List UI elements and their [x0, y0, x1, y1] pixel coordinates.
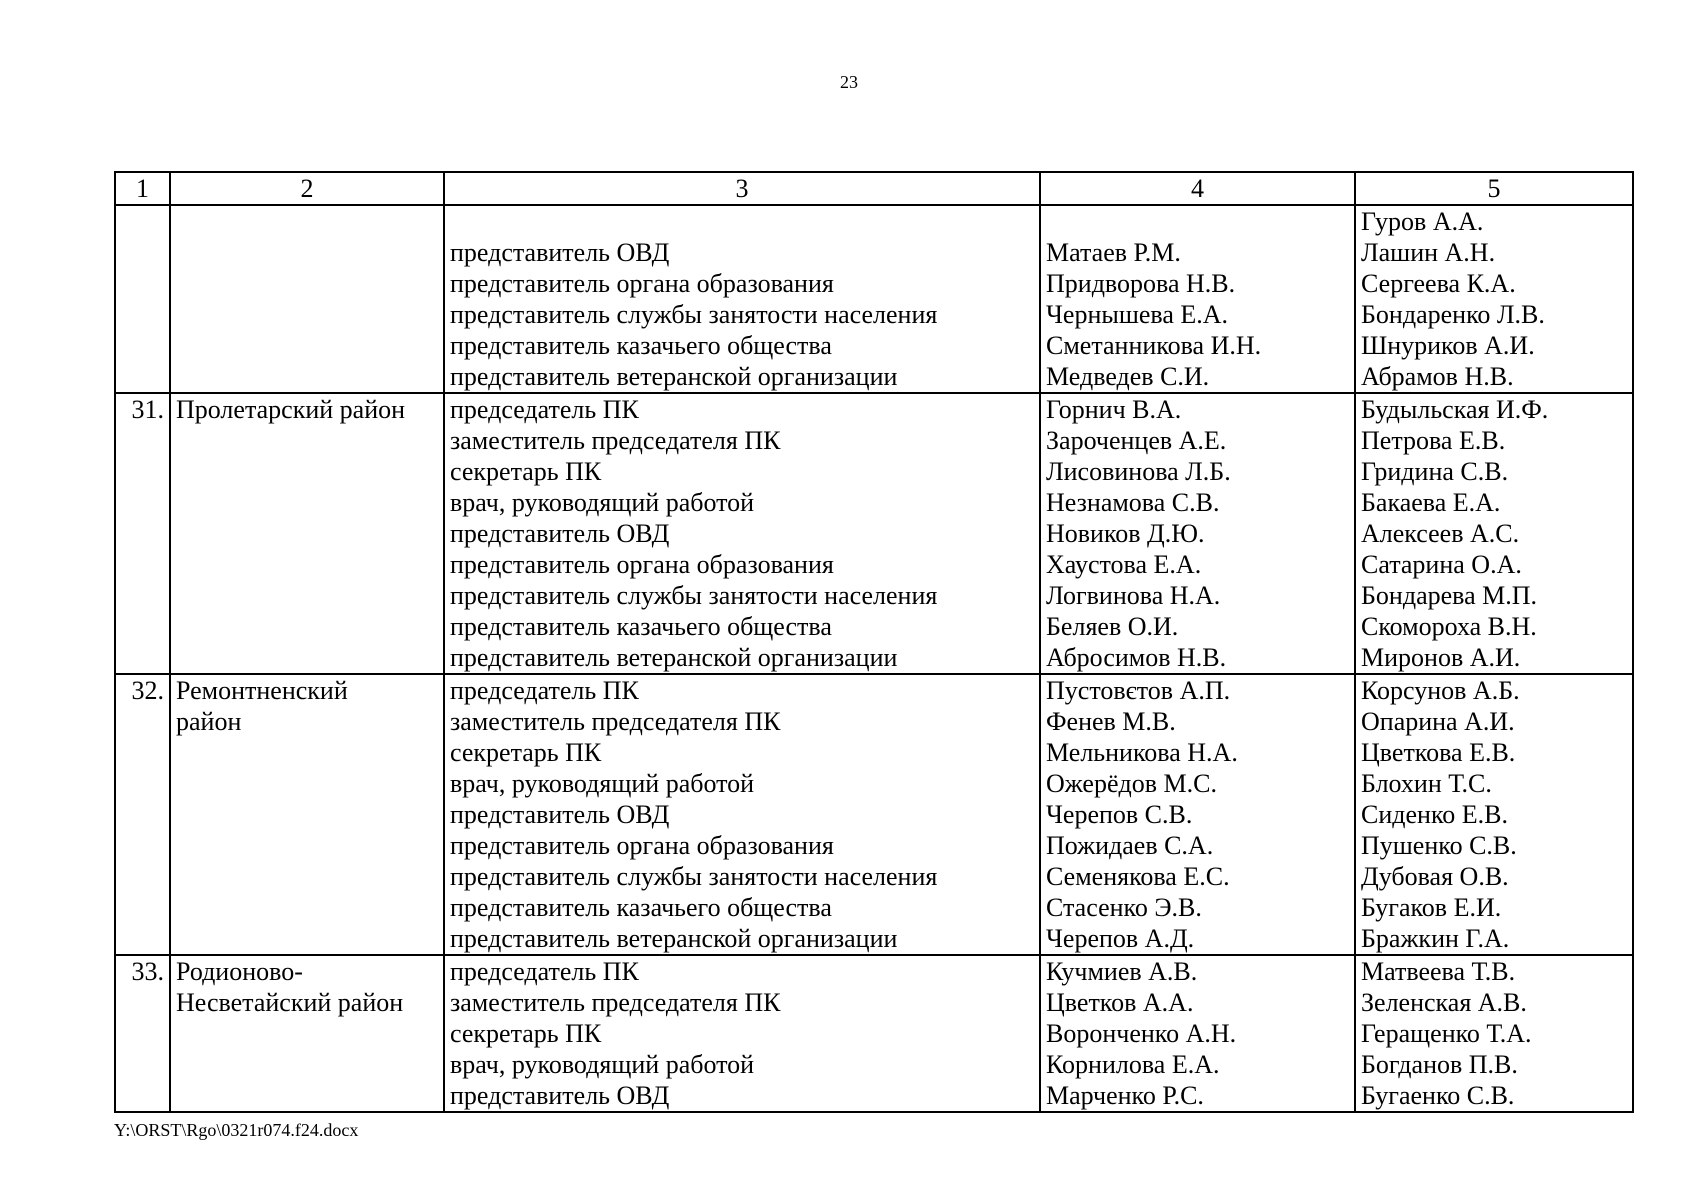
reserve-name: Сергеева К.А.: [1361, 269, 1516, 298]
table-header-row: [115, 172, 1633, 205]
district-name: Ремонтненский район: [170, 674, 444, 955]
position-line: представитель ветеранской организации: [450, 924, 898, 953]
member-name: Корнилова Е.А.: [1046, 1050, 1220, 1079]
position-line: председатель ПК: [450, 676, 639, 705]
reserve-name: Цветкова Е.В.: [1361, 738, 1516, 767]
position-line: представитель ОВД: [450, 800, 670, 829]
member-name: Цветков А.А.: [1046, 988, 1194, 1017]
row-number: [115, 205, 170, 393]
table-row: [115, 674, 1633, 955]
positions-cell: [444, 674, 1040, 955]
members-cell: [1040, 674, 1355, 955]
position-line: представитель ОВД: [450, 1081, 670, 1110]
district-name: Пролетарский район: [170, 393, 444, 674]
member-name: Сметанникова И.Н.: [1046, 331, 1262, 360]
commission-table: [114, 171, 1634, 1113]
column-header: 4: [1040, 172, 1355, 205]
member-name: Медведев С.И.: [1046, 362, 1210, 391]
file-path-footer: Y:\ORST\Rgo\0321r074.f24.docx: [114, 1120, 359, 1140]
member-name: Новиков Д.Ю.: [1046, 519, 1205, 548]
table-row: [115, 205, 1633, 393]
member-name: Беляев О.И.: [1046, 612, 1179, 641]
position-line: заместитель председателя ПК: [450, 426, 781, 455]
position-line: врач, руководящий работой: [450, 1050, 755, 1079]
reserve-name: Матвеева Т.В.: [1361, 957, 1516, 986]
position-line: представитель ОВД: [450, 238, 670, 267]
position-line: заместитель председателя ПК: [450, 707, 781, 736]
position-line: представитель службы занятости населения: [450, 300, 938, 329]
row-number: 31.: [115, 393, 170, 674]
member-name: Матаев Р.М.: [1046, 238, 1181, 267]
reserve-name: Дубовая О.В.: [1361, 862, 1509, 891]
reserve-name: Скомороха В.Н.: [1361, 612, 1537, 641]
members-cell: [1040, 955, 1355, 1112]
position-line: председатель ПК: [450, 395, 639, 424]
member-name: Логвинова Н.А.: [1046, 581, 1221, 610]
position-line: врач, руководящий работой: [450, 769, 755, 798]
position-line: секретарь ПК: [450, 1019, 602, 1048]
member-name: Незнамова С.В.: [1046, 488, 1220, 517]
reserve-name: Сатарина О.А.: [1361, 550, 1522, 579]
member-name: Семенякова Е.С.: [1046, 862, 1230, 891]
member-name: Черепов С.В.: [1046, 800, 1193, 829]
reserve-cell: [1355, 393, 1633, 674]
reserve-name: Бугаков Е.И.: [1361, 893, 1502, 922]
page-number: 23: [840, 72, 858, 92]
members-cell: [1040, 205, 1355, 393]
member-name: Пожидаев С.А.: [1046, 831, 1214, 860]
reserve-name: Пушенко С.В.: [1361, 831, 1517, 860]
member-name: Мельникова Н.А.: [1046, 738, 1238, 767]
position-line: представитель казачьего общества: [450, 331, 832, 360]
position-line: [450, 206, 1034, 237]
reserve-name: Бакаева Е.А.: [1361, 488, 1501, 517]
positions-cell: [444, 955, 1040, 1112]
position-line: представитель службы занятости населения: [450, 862, 938, 891]
position-line: представитель ветеранской организации: [450, 362, 898, 391]
member-name: [1046, 206, 1349, 237]
reserve-cell: [1355, 955, 1633, 1112]
member-name: Пустовєтов А.П.: [1046, 676, 1231, 705]
reserve-cell: [1355, 674, 1633, 955]
district-name: Родионово-Несветайский район: [170, 955, 444, 1112]
table-row: [115, 393, 1633, 674]
reserve-name: Миронов А.И.: [1361, 643, 1521, 672]
reserve-name: Гридина С.В.: [1361, 457, 1509, 486]
reserve-name: Петрова Е.В.: [1361, 426, 1506, 455]
member-name: Черепов А.Д.: [1046, 924, 1195, 953]
position-line: представитель органа образования: [450, 269, 834, 298]
reserve-name: Будыльская И.Ф.: [1361, 395, 1549, 424]
reserve-name: Бражкин Г.А.: [1361, 924, 1510, 953]
positions-cell: [444, 393, 1040, 674]
reserve-name: Лашин А.Н.: [1361, 238, 1496, 267]
position-line: представитель службы занятости населения: [450, 581, 938, 610]
reserve-name: Богданов П.В.: [1361, 1050, 1518, 1079]
reserve-name: Бондаренко Л.В.: [1361, 300, 1545, 329]
member-name: Фенев М.В.: [1046, 707, 1176, 736]
position-line: секретарь ПК: [450, 738, 602, 767]
member-name: Чернышева Е.А.: [1046, 300, 1229, 329]
member-name: Абросимов Н.В.: [1046, 643, 1227, 672]
district-name: [170, 205, 444, 393]
member-name: Кучмиев А.В.: [1046, 957, 1198, 986]
reserve-name: Зеленская А.В.: [1361, 988, 1527, 1017]
reserve-name: Бугаенко С.В.: [1361, 1081, 1515, 1110]
reserve-name: Опарина А.И.: [1361, 707, 1515, 736]
reserve-name: Шнуриков А.И.: [1361, 331, 1535, 360]
reserve-name: Алексеев А.С.: [1361, 519, 1520, 548]
member-name: Зароченцев А.Е.: [1046, 426, 1227, 455]
positions-cell: [444, 205, 1040, 393]
position-line: представитель казачьего общества: [450, 612, 832, 641]
position-line: представитель ветеранской организации: [450, 643, 898, 672]
position-line: представитель казачьего общества: [450, 893, 832, 922]
table-row: [115, 955, 1633, 1112]
position-line: представитель ОВД: [450, 519, 670, 548]
reserve-name: Абрамов Н.В.: [1361, 362, 1514, 391]
member-name: Ожерёдов М.С.: [1046, 769, 1217, 798]
row-number: 32.: [115, 674, 170, 955]
member-name: Марченко Р.С.: [1046, 1081, 1204, 1110]
members-cell: [1040, 393, 1355, 674]
position-line: секретарь ПК: [450, 457, 602, 486]
member-name: Горнич В.А.: [1046, 395, 1182, 424]
member-name: Воронченко А.Н.: [1046, 1019, 1237, 1048]
member-name: Стасенко Э.В.: [1046, 893, 1202, 922]
reserve-name: Бондарева М.П.: [1361, 581, 1538, 610]
reserve-name: Геращенко Т.А.: [1361, 1019, 1532, 1048]
position-line: представитель органа образования: [450, 550, 834, 579]
reserve-name: Сиденко Е.В.: [1361, 800, 1508, 829]
reserve-name: Корсунов А.Б.: [1361, 676, 1520, 705]
column-header: 5: [1355, 172, 1633, 205]
column-header: 2: [170, 172, 444, 205]
column-header: 1: [115, 172, 170, 205]
position-line: врач, руководящий работой: [450, 488, 755, 517]
column-header: 3: [444, 172, 1040, 205]
reserve-name: Блохин Т.С.: [1361, 769, 1492, 798]
reserve-name: Гуров А.А.: [1361, 207, 1484, 236]
member-name: Хаустова Е.А.: [1046, 550, 1202, 579]
position-line: заместитель председателя ПК: [450, 988, 781, 1017]
member-name: Лисовинова Л.Б.: [1046, 457, 1231, 486]
position-line: представитель органа образования: [450, 831, 834, 860]
row-number: 33.: [115, 955, 170, 1112]
position-line: председатель ПК: [450, 957, 639, 986]
member-name: Придворова Н.В.: [1046, 269, 1236, 298]
reserve-cell: [1355, 205, 1633, 393]
